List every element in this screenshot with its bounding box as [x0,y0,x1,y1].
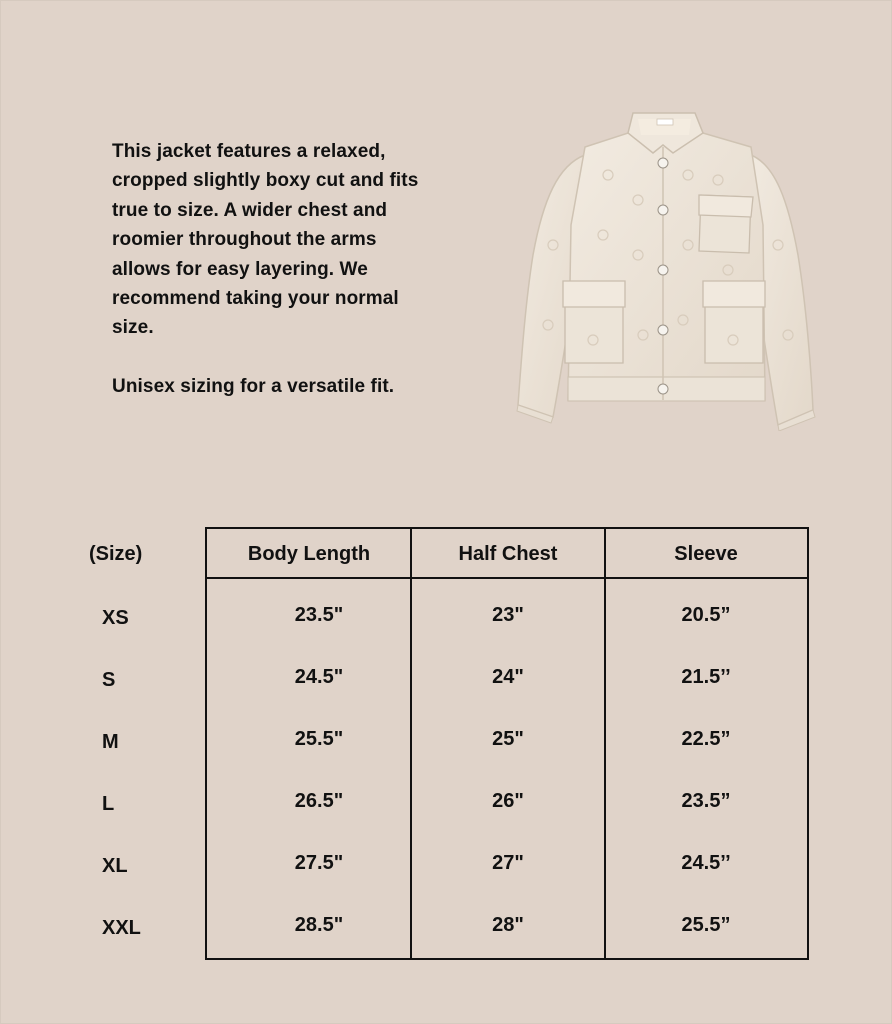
size-label: XL [102,855,128,877]
size-label: M [102,731,119,753]
size-chart-table [205,527,809,960]
size-label: XXL [102,917,141,939]
sizing-note: Unisex sizing for a versatile fit. [112,375,395,397]
table-cell: 26" [492,790,524,812]
header-divider [207,577,807,579]
description-line: true to size. A wider chest and [112,199,388,221]
table-cell: 24.5" [294,666,344,688]
description-line: size. [112,317,154,339]
size-label: S [102,669,116,691]
table-cell: 22.5” [681,728,731,750]
column-header-half-chest: Half Chest [458,543,558,565]
product-description [112,137,462,401]
table-cell: 24" [492,666,524,688]
table-cell: 24.5’’ [681,852,731,874]
column-header-body-length: Body Length [247,543,371,565]
table-cell: 23.5" [294,604,344,626]
description-line: This jacket features a relaxed, [112,141,386,162]
table-cell: 28" [492,914,524,936]
size-label: L [102,793,115,815]
table-cell: 25" [492,728,524,750]
description-line: roomier throughout the arms [112,229,377,251]
description-line: recommend taking your normal [112,288,399,310]
table-cell: 26.5" [294,790,344,812]
table-cell: 28.5" [294,914,344,936]
column-header-sleeve: Sleeve [674,543,738,565]
jacket-icon [513,105,818,431]
description-line: allows for easy layering. We [112,258,368,280]
description-text [112,137,462,343]
size-column-header: (Size) [89,543,143,565]
table-cell: 20.5” [681,604,731,626]
size-label: XS [102,607,129,629]
table-cell: 21.5’’ [681,666,731,688]
table-cell: 25.5" [294,728,344,750]
table-cell: 27" [492,852,524,874]
table-cell: 25.5” [681,914,731,936]
table-cell: 23" [492,604,524,626]
table-cell: 23.5” [681,790,731,812]
description-line: cropped slightly boxy cut and fits [112,170,419,192]
table-cell: 27.5" [294,852,344,874]
